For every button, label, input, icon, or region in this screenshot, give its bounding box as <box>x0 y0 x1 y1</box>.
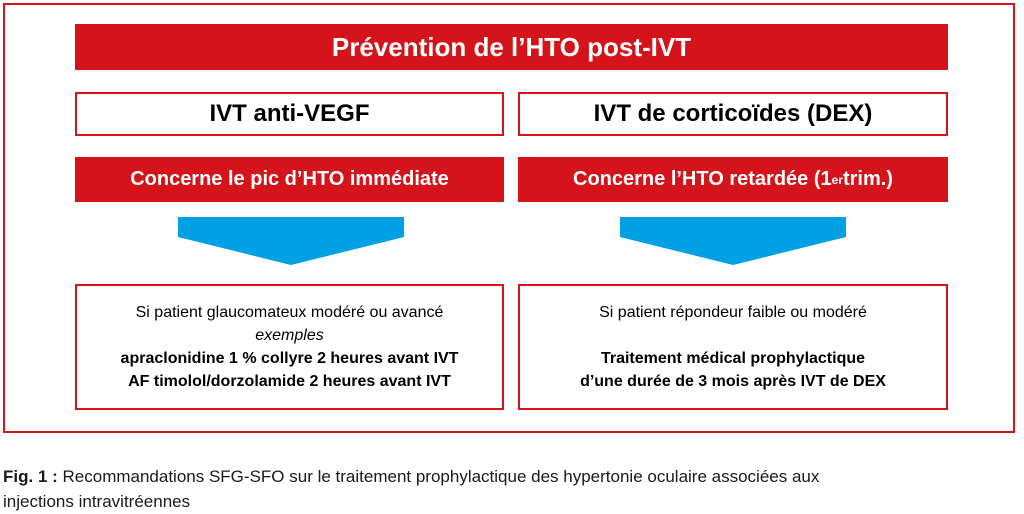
treatment-line: d’une durée de 3 mois après IVT de DEX <box>580 373 886 390</box>
treatment-line: Traitement médical prophylactique <box>600 350 866 367</box>
corticoid-condition: Si patient répondeur faible ou modéré <box>599 304 867 321</box>
corticoid-band-sup: er <box>831 172 843 187</box>
corticoid-recommendation <box>518 284 948 410</box>
down-arrow-icon <box>620 217 846 265</box>
anti-vegf-condition: Si patient glaucomateux modéré ou avancé <box>135 304 444 321</box>
example-item: apraclonidine 1 % collyre 2 heures avant IVT <box>120 350 459 367</box>
corticoid-band <box>518 157 948 202</box>
caption-label: Fig. 1 : <box>3 467 58 486</box>
figure-caption <box>3 464 1021 514</box>
example-item: AF timolol/dorzolamide 2 heures avant IVT <box>128 373 451 390</box>
corticoid-header: IVT de corticoïdes (DEX) <box>518 92 948 136</box>
examples-label: exemples <box>255 327 324 344</box>
anti-vegf-header: IVT anti-VEGF <box>75 92 504 136</box>
caption-continuation: injections intravitréennes <box>3 492 191 511</box>
down-arrow-icon <box>178 217 404 265</box>
diagram-title: Prévention de l’HTO post-IVT <box>75 24 948 70</box>
corticoid-band-suffix: trim.) <box>842 168 893 190</box>
anti-vegf-recommendation <box>75 284 504 410</box>
caption-text: Recommandations SFG-SFO sur le traitement prophylactique des hypertonie oculaire associées aux <box>57 467 820 486</box>
corticoid-band-prefix: Concerne l’HTO retardée (1 <box>573 168 832 190</box>
anti-vegf-band: Concerne le pic d’HTO immédiate <box>75 157 504 202</box>
